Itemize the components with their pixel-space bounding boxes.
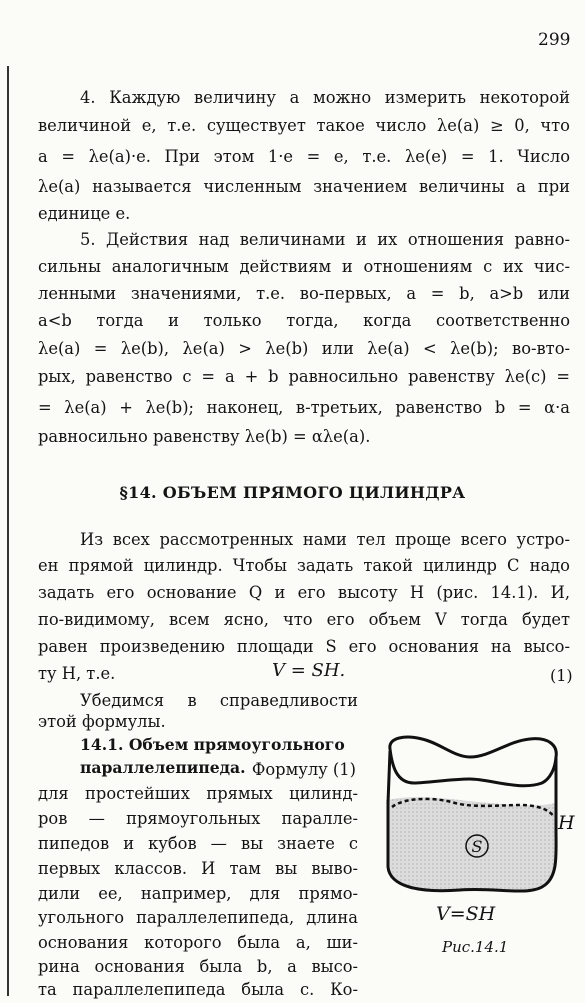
paragraph-4-line: λe(a) называется численным значением величины a при	[38, 177, 570, 196]
intro-line: равен произведению площади S его основания на высо-	[38, 637, 570, 656]
intro-line: задать его основание Q и его высоту H (рис. 14.1). И,	[38, 583, 570, 602]
intro-line: Из всех рассмотренных нами тел проще всего устро-	[80, 530, 570, 549]
subsection-line: дили ее, например, для прямо-	[38, 884, 358, 903]
formula-volume: V = SH.	[272, 660, 346, 681]
section-heading: §14. ОБЪЕМ ПРЯМОГО ЦИЛИНДРА	[119, 483, 466, 502]
paragraph-5-line: сильны аналогичным действиям и отношениям с их чис-	[38, 257, 570, 276]
subsection-line: первых классов. И там вы выво-	[38, 859, 358, 878]
figure-caption: Рис.14.1	[442, 938, 509, 956]
verify-line: Убедимся в справедливости	[80, 691, 358, 710]
cylinder-top	[390, 737, 556, 786]
paragraph-4-line: a = λe(a)·e. При этом 1·e = e, т.е. λe(e) = 1. Число	[38, 147, 570, 166]
paragraph-4-line: величиной e, т.е. существует такое число λe(a) ≥ 0, что	[38, 116, 570, 135]
subsection-line: рина основания была b, а высо-	[38, 957, 358, 976]
area-label: S	[471, 837, 483, 856]
intro-line: ен прямой цилиндр. Чтобы задать такой цилиндр C надо	[38, 556, 570, 575]
subsection-line: ров — прямоугольных паралле-	[38, 809, 358, 828]
subsection-title: 14.1. Объем прямоугольного параллелепипеда.	[80, 735, 345, 777]
cylinder-figure	[380, 735, 580, 965]
page-number: 299	[538, 30, 571, 50]
intro-line: ту H, т.е.	[38, 664, 116, 683]
subsection-line: угольного параллелепипеда, длина	[38, 908, 358, 927]
intro-line: по-видимому, всем ясно, что его объем V тогда будет	[38, 610, 570, 629]
paragraph-4-line: единице e.	[38, 204, 131, 223]
formula-number: (1)	[550, 666, 573, 685]
subsection-line: Формулу (1)	[251, 760, 356, 779]
subsection-line: та параллелепипеда была c. Ко-	[38, 980, 358, 999]
paragraph-5-line: равносильно равенству λe(b) = αλe(a).	[38, 427, 371, 446]
paragraph-5-line: ленными значениями, т.е. во-первых, a = b, a>b или	[38, 284, 570, 303]
verify-line: этой формулы.	[38, 712, 166, 731]
height-label: H	[558, 812, 575, 834]
paragraph-5-line: λe(a) = λe(b), λe(a) > λe(b) или λe(a) < λe(b); во-вто-	[38, 339, 570, 358]
paragraph-5-line: рых, равенство c = a + b равносильно равенству λe(c) =	[38, 367, 570, 386]
paragraph-5-line: = λe(a) + λe(b); наконец, в-третьих, равенство b = α·a	[38, 398, 570, 417]
paragraph-5-line: 5. Действия над величинами и их отношения равно-	[80, 230, 570, 249]
paragraph-5-line: a<b тогда и только тогда, когда соответственно	[38, 311, 570, 330]
margin-rule	[7, 66, 9, 996]
subsection-line: основания которого была a, ши-	[38, 933, 358, 952]
cylinder-left-side	[388, 751, 390, 803]
paragraph-4-line: 4. Каждую величину a можно измерить некоторой	[80, 88, 570, 107]
subsection-line: для простейших прямых цилинд-	[38, 784, 358, 803]
figure-formula: V=SH	[436, 903, 496, 925]
subsection-line: пипедов и кубов — вы знаете с	[38, 834, 358, 853]
